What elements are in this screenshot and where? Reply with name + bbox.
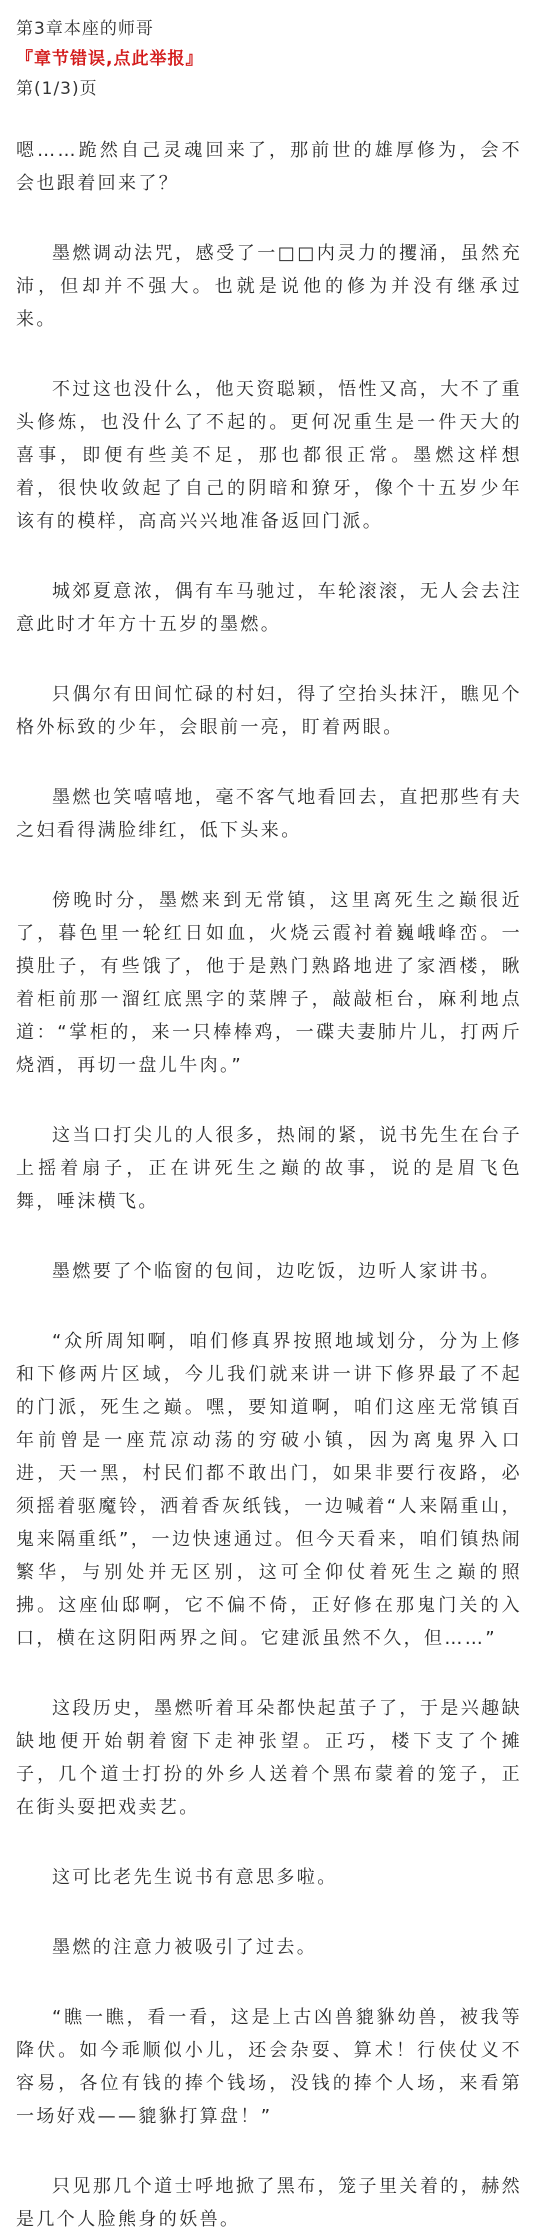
report-error-link[interactable]: 『章节错误,点此举报』	[16, 49, 204, 69]
chapter-paragraph: “瞧一瞧，看一看，这是上古凶兽貔貅幼兽，被我等降伏。如今乖顺似小儿，还会杂耍、算术！行侠仗义不容易，各位有钱的捧个钱场，没钱的捧个人场，来看第一场好戏——貔貅打算盘！”	[16, 2007, 522, 2127]
chapter-paragraph: 嗯……跪然自己灵魂回来了，那前世的雄厚修为，会不会也跟着回来了？	[16, 140, 522, 194]
chapter-paragraph: 不过这也没什么，他天资聪颖，悟性又高，大不了重头修炼，也没什么了不起的。更何况重生是一件天大的喜事，即便有些美不足，那也都很正常。墨燃这样想着，很快收敛起了自己的阴暗和獠牙，像个十五岁少年该有的模样，高高兴兴地准备返回门派。	[16, 379, 522, 532]
chapter-paragraph: 墨燃要了个临窗的包间，边吃饭，边听人家讲书。	[52, 1261, 501, 1282]
chapter-paragraph: 墨燃调动法咒，感受了一□□内灵力的攫涌，虽然充沛，但却并不强大。也就是说他的修为并没有继承过来。	[16, 243, 522, 330]
chapter-paragraph: 城郊夏意浓，偶有车马驰过，车轮滚滚，无人会去注意此时才年方十五岁的墨燃。	[16, 581, 522, 635]
chapter-title: 第3章本座的师哥	[16, 19, 154, 39]
chapter-paragraph: “众所周知啊，咱们修真界按照地域划分，分为上修和下修两片区域，今儿我们就来讲一讲下修界最了不起的门派，死生之巅。嘿，要知道啊，咱们这座无常镇百年前曾是一座荒凉动荡的穷破小镇，因为离鬼界入口进，天一黑，村民们都不敢出门，如果非要行夜路，必须摇着驱魔铃，洒着香灰纸钱，一边喊着“人来隔重山，鬼来隔重纸”，一边快速通过。但今天看来，咱们镇热闹繁华，与别处并无区别，这可全仰仗着死生之巅的照拂。这座仙邸啊，它不偏不倚，正好修在那鬼门关的入口，横在这阴阳两界之间。它建派虽然不久，但……”	[16, 1331, 522, 1649]
chapter-content	[16, 134, 522, 2236]
page-indicator: 第(1/3)页	[16, 79, 98, 99]
chapter-paragraph: 墨燃的注意力被吸引了过去。	[52, 1937, 318, 1958]
chapter-paragraph: 只偶尔有田间忙碌的村妇，得了空抬头抹汗，瞧见个格外标致的少年，会眼前一亮，盯着两眼。	[16, 684, 522, 738]
chapter-paragraph: 傍晚时分，墨燃来到无常镇，这里离死生之巅很近了，暮色里一轮红日如血，火烧云霞衬着巍峨峰峦。一摸肚子，有些饿了，他于是熟门熟路地进了家酒楼，瞅着柜前那一溜红底黑字的菜牌子，敲敲柜台，麻利地点道：“掌柜的，来一只棒棒鸡，一碟夫妻肺片儿，打两斤烧酒，再切一盘儿牛肉。”	[16, 890, 522, 1076]
chapter-paragraph: 墨燃也笑嘻嘻地，毫不客气地看回去，直把那些有夫之妇看得满脸绯红，低下头来。	[16, 787, 522, 841]
chapter-paragraph: 只见那几个道士呼地掀了黑布，笼子里关着的，赫然是几个人脸熊身的妖兽。	[16, 2176, 522, 2230]
chapter-paragraph: 这可比老先生说书有意思多啦。	[52, 1867, 338, 1888]
chapter-paragraph: 这段历史，墨燃听着耳朵都快起茧子了，于是兴趣缺缺地便开始朝着窗下走神张望。正巧，楼下支了个摊子，几个道士打扮的外乡人送着个黑布蒙着的笼子，正在街头耍把戏卖艺。	[16, 1698, 522, 1818]
chapter-paragraph: 这当口打尖儿的人很多，热闹的紧，说书先生在台子上摇着扇子，正在讲死生之巅的故事，说的是眉飞色舞，唾沫横飞。	[16, 1125, 522, 1212]
